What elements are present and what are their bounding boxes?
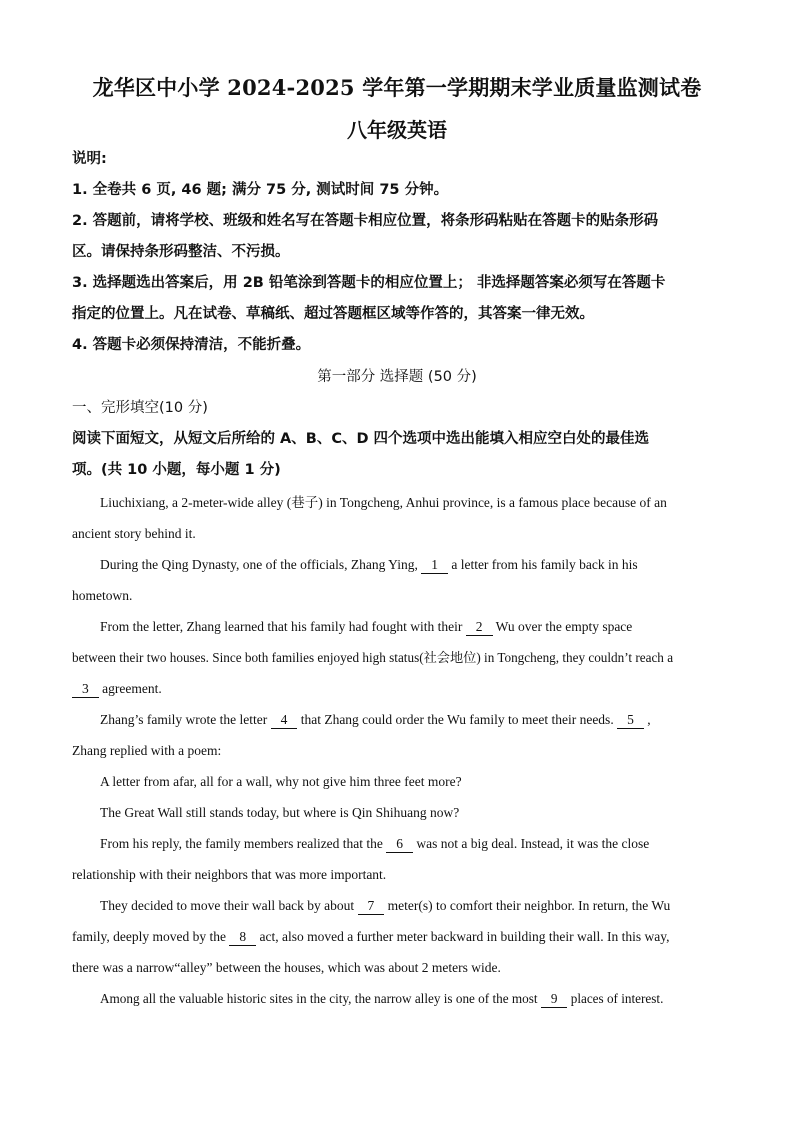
passage-text: They decided to move their wall back by about: [100, 898, 355, 913]
exam-subtitle: 八年级英语: [347, 118, 447, 142]
passage-p5-line1: [100, 828, 724, 859]
part1-title: 第一部分 选择题 (50 分): [317, 369, 477, 385]
directions-line1: 阅读下面短文，从短文后所给的 A、B、C、D 四个选项中选出能填入相应空白处的最佳选: [72, 431, 650, 447]
passage-p2-line2: hometown.: [72, 588, 133, 603]
passage-text: From the letter, Zhang learned that his family had fought with their: [100, 619, 463, 634]
passage-text: Wu over the empty space: [495, 619, 633, 634]
passage-p1-line2: ancient story behind it.: [72, 526, 196, 541]
passage-p3-line3: [72, 673, 724, 704]
passage-text: a letter from his family back in his: [451, 557, 638, 572]
instruction-2-line1: 2. 答题前，请将学校、班级和姓名写在答题卡相应位置，将条形码粘贴在答题卡的贴条形码: [72, 213, 659, 229]
exam-title: 龙华区中小学 2024-2025 学年第一学期期末学业质量监测试卷: [92, 75, 702, 100]
passage-p1-line1: Liuchixiang, a 2-meter-wide alley (巷子) in Tongcheng, Anhui province, is a famous place because of an: [100, 495, 667, 510]
passage-p4-line2: Zhang replied with a poem:: [72, 743, 222, 758]
instruction-4: 4. 答题卡必须保持清洁，不能折叠。: [72, 337, 311, 353]
passage-text: agreement.: [102, 681, 162, 696]
passage-text: places of interest.: [570, 991, 664, 1006]
directions-line2: 项。(共 10 小题，每小题 1 分): [72, 462, 281, 478]
passage-p3-line2: between their two houses. Since both families enjoyed high status(社会地位) in Tongcheng, they couldn’t reach a: [72, 650, 674, 665]
passage-p5-line2: relationship with their neighbors that was more important.: [72, 867, 387, 882]
passage-p6-line2: [72, 921, 724, 952]
passage-p4-line1: [100, 704, 724, 735]
passage-text: ,: [647, 712, 651, 727]
passage-text: Zhang’s family wrote the letter: [100, 712, 268, 727]
passage-p3-line1: [100, 611, 724, 642]
poem-line2: The Great Wall still stands today, but where is Qin Shihuang now?: [100, 805, 460, 820]
blank-6: 6: [386, 836, 413, 853]
passage-text: Among all the valuable historic sites in the city, the narrow alley is one of the most: [100, 991, 538, 1006]
blank-5: 5: [617, 712, 644, 729]
blank-8: 8: [229, 929, 256, 946]
instruction-2-line2: 区。请保持条形码整洁、不污损。: [72, 244, 290, 260]
passage-p2-line1: [100, 549, 724, 580]
poem-line1: A letter from afar, all for a wall, why not give him three feet more?: [100, 774, 462, 789]
instructions-heading: 说明:: [72, 151, 107, 167]
passage-p6-line1: [100, 890, 724, 921]
passage-text: meter(s) to comfort their neighbor. In return, the Wu: [387, 898, 671, 913]
passage-text: that Zhang could order the Wu family to meet their needs.: [300, 712, 614, 727]
passage-text: During the Qing Dynasty, one of the officials, Zhang Ying,: [100, 557, 418, 572]
section-title: 一、完形填空(10 分): [72, 400, 208, 416]
blank-1: 1: [421, 557, 448, 574]
blank-2: 2: [466, 619, 493, 636]
instruction-1: 1. 全卷共 6 页, 46 题; 满分 75 分, 测试时间 75 分钟。: [72, 182, 449, 198]
passage-text: act, also moved a further meter backward in building their wall. In this way,: [259, 929, 670, 944]
blank-9: 9: [541, 991, 568, 1008]
blank-7: 7: [358, 898, 385, 915]
passage-p7-line1: [100, 983, 724, 1014]
instruction-3-line2: 指定的位置上。凡在试卷、草稿纸、超过答题框区域等作答的，其答案一律无效。: [72, 306, 594, 322]
passage-text: was not a big deal. Instead, it was the close: [416, 836, 650, 851]
blank-3: 3: [72, 681, 99, 698]
passage-text: From his reply, the family members realized that the: [100, 836, 383, 851]
passage-text: family, deeply moved by the: [72, 929, 226, 944]
instruction-3-line1: 3. 选择题选出答案后，用 2B 铅笔涂到答题卡的相应位置上； 非选择题答案必须写在答题卡: [72, 275, 666, 291]
passage-p6-line3: there was a narrow“alley” between the houses, which was about 2 meters wide.: [72, 960, 501, 975]
blank-4: 4: [271, 712, 298, 729]
